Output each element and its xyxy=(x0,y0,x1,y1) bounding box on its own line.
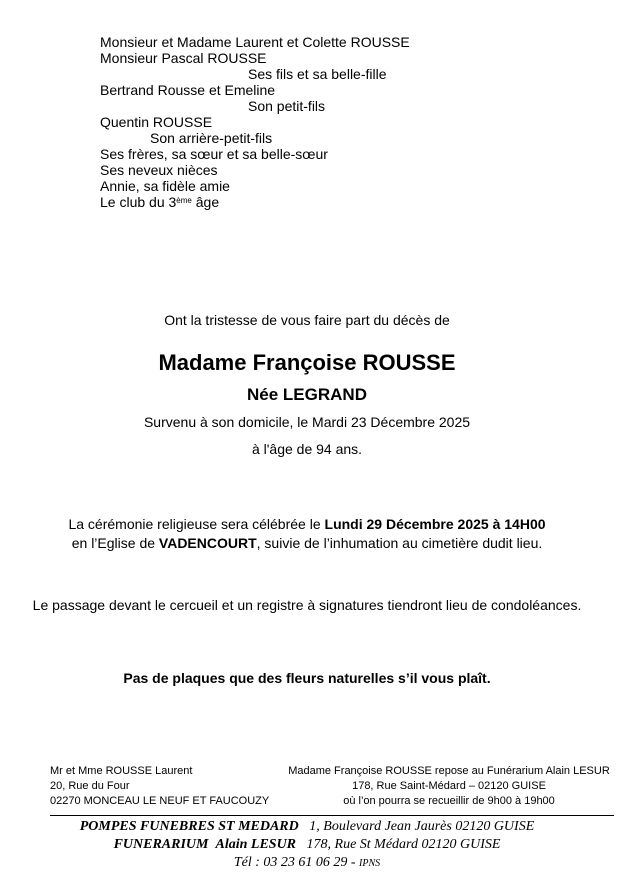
pompes-address: 1, Boulevard Jean Jaurès 02120 GUISE xyxy=(309,819,535,834)
funerarium-line-3: où l’on pourra se recueillir de 9h00 à 19h00 xyxy=(343,795,555,807)
announcement-intro: Ont la tristesse de vous faire part du décès de xyxy=(164,312,450,328)
ceremony-place-prefix: en l’Eglise de xyxy=(71,535,159,551)
ceremony-date: Lundi 29 Décembre 2025 à 14H00 xyxy=(324,516,546,532)
family-role-sons: Ses fils et sa belle-fille xyxy=(248,66,387,82)
family-line-son: Monsieur Pascal ROUSSE xyxy=(100,50,267,66)
pompes-name: POMPES FUNEBRES ST MEDARD xyxy=(79,819,299,834)
footer-phone xyxy=(0,855,614,871)
contact-street: 20, Rue du Four xyxy=(50,780,130,792)
funerarium-line-2: 178, Rue Saint-Médard – 02120 GUISE xyxy=(352,780,546,792)
ceremony-place-suffix: , suivie de l’inhumation au cimetière dudit lieu. xyxy=(256,535,543,551)
funerarium-owner: Alain LESUR xyxy=(215,837,297,852)
funerarium-line-1: Madame Françoise ROUSSE repose au Funérarium Alain LESUR xyxy=(288,765,610,777)
family-line-grandson: Bertrand Rousse et Emeline xyxy=(100,82,276,98)
ceremony-line-2 xyxy=(0,535,614,551)
phone: Tél : 03 23 61 06 29 - xyxy=(233,855,356,870)
ceremony-text: La cérémonie religieuse sera célébrée le xyxy=(68,516,325,532)
club-prefix: Le club du 3 xyxy=(100,194,177,210)
family-line-friend: Annie, sa fidèle amie xyxy=(100,178,230,194)
birth-name: Née LEGRAND xyxy=(247,385,367,404)
funerarium-address: 178, Rue St Médard 02120 GUISE xyxy=(306,837,501,852)
family-role-great-grandson: Son arrière-petit-fils xyxy=(150,130,273,146)
age-info: à l'âge de 94 ans. xyxy=(251,441,363,457)
flowers-note: Pas de plaques que des fleurs naturelles s’il vous plaît. xyxy=(123,670,491,686)
family-line-siblings: Ses frères, sa sœur et sa belle-sœur xyxy=(100,146,328,162)
club-suffix: âge xyxy=(191,194,220,210)
ceremony-line-1 xyxy=(0,516,614,532)
ipns-label: IPNS xyxy=(359,858,381,869)
family-line-children: Monsieur et Madame Laurent et Colette ROUSSE xyxy=(100,34,410,50)
contact-city: 02270 MONCEAU LE NEUF ET FAUCOUZY xyxy=(50,795,270,807)
footer-pompes-funebres xyxy=(0,819,614,835)
funerarium-label: FUNERARIUM xyxy=(113,837,209,852)
condolences-note: Le passage devant le cercueil et un registre à signatures tiendront lieu de condoléances. xyxy=(32,597,582,613)
footer-funerarium xyxy=(0,837,614,853)
family-line-club xyxy=(100,194,219,210)
deceased-name: Madame Françoise ROUSSE xyxy=(158,350,456,375)
death-info: Survenu à son domicile, le Mardi 23 Décembre 2025 xyxy=(143,414,471,430)
ceremony-place: VADENCOURT xyxy=(158,535,257,551)
contact-name: Mr et Mme ROUSSE Laurent xyxy=(50,765,193,777)
club-superscript: ème xyxy=(176,196,192,205)
family-line-nephews: Ses neveux nièces xyxy=(100,162,218,178)
family-line-great-grandson: Quentin ROUSSE xyxy=(100,114,213,130)
footer-divider xyxy=(50,815,614,816)
family-role-grandson: Son petit-fils xyxy=(248,98,326,114)
